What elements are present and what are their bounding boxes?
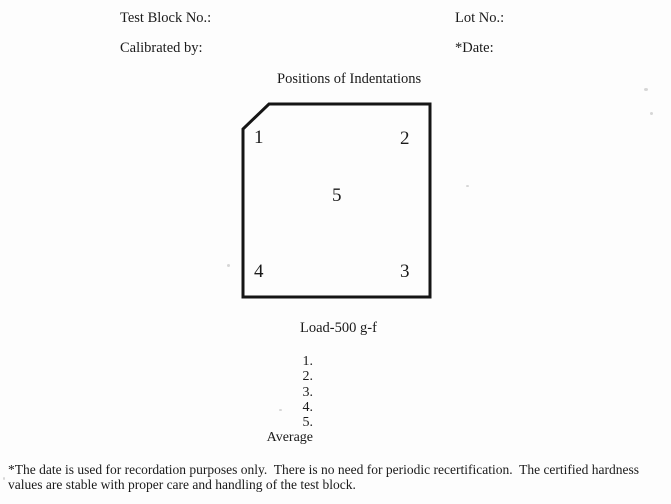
reading-item-4: 4. — [302, 399, 313, 415]
indentation-position-5: 5 — [332, 185, 342, 206]
reading-item-3: 3. — [302, 384, 313, 400]
test-block-diagram — [241, 102, 433, 300]
reading-item-2: 2. — [302, 369, 313, 385]
scan-speckle — [227, 264, 230, 267]
scan-speckle — [466, 185, 469, 187]
scan-speckle — [279, 409, 282, 411]
scan-speckle — [650, 112, 653, 115]
average-label: Average — [266, 430, 313, 446]
reading-item-1: 1. — [302, 354, 313, 369]
date-label: *Date: — [455, 40, 494, 56]
indentation-position-2: 2 — [400, 128, 410, 149]
readings-list — [233, 354, 313, 446]
calibrated-by-label: Calibrated by: — [120, 40, 203, 56]
footnote-text: *The date is used for recordation purposes only. There is no need for periodic recertification. The certified hardness values are stable with proper care and handling of the test block. — [8, 462, 643, 492]
diagram-title: Positions of Indentations — [277, 71, 422, 87]
reading-item-5: 5. — [302, 415, 313, 431]
scan-speckle — [644, 88, 648, 91]
test-block-no-label: Test Block No.: — [120, 10, 212, 26]
indentation-position-3: 3 — [400, 261, 410, 282]
load-label: Load-500 g-f — [300, 320, 377, 336]
indentation-position-4: 4 — [254, 261, 264, 282]
scan-speckle — [3, 477, 5, 480]
lot-no-label: Lot No.: — [455, 10, 505, 26]
indentation-position-1: 1 — [254, 127, 264, 148]
